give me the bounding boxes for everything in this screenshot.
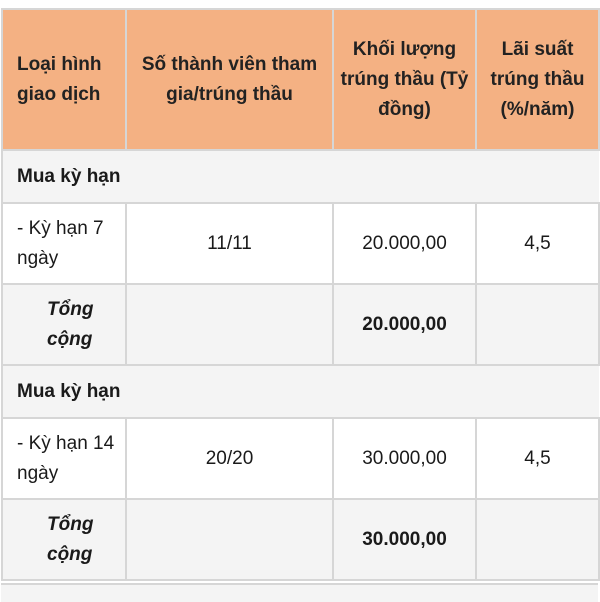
empty-cell — [126, 499, 333, 580]
total-label: Tổng cộng — [2, 284, 126, 365]
section-row — [2, 150, 599, 203]
auction-results-table — [1, 8, 600, 581]
volume-cell: 20.000,00 — [333, 203, 476, 284]
table-row — [2, 203, 599, 284]
term-label: - Kỳ hạn 7 ngày — [2, 203, 126, 284]
rate-cell: 4,5 — [476, 203, 599, 284]
header-rate: Lãi suất trúng thầu (%/năm) — [476, 9, 599, 150]
rate-cell: 4,5 — [476, 418, 599, 499]
total-row — [2, 284, 599, 365]
empty-cell — [126, 284, 333, 365]
total-volume-cell: 30.000,00 — [333, 499, 476, 580]
table-row — [2, 418, 599, 499]
empty-cell — [476, 499, 599, 580]
section-row — [2, 365, 599, 418]
total-row — [2, 499, 599, 580]
header-volume: Khối lượng trúng thầu (Tỷ đồng) — [333, 9, 476, 150]
term-label: - Kỳ hạn 14 ngày — [2, 418, 126, 499]
header-row — [2, 9, 599, 150]
volume-cell: 30.000,00 — [333, 418, 476, 499]
next-row-partial — [1, 583, 598, 602]
members-cell: 11/11 — [126, 203, 333, 284]
total-volume-cell: 20.000,00 — [333, 284, 476, 365]
members-cell: 20/20 — [126, 418, 333, 499]
header-transaction-type: Loại hình giao dịch — [2, 9, 126, 150]
section-title: Mua kỳ hạn — [2, 365, 599, 418]
section-title: Mua kỳ hạn — [2, 150, 599, 203]
header-members: Số thành viên tham gia/trúng thầu — [126, 9, 333, 150]
empty-cell — [476, 284, 599, 365]
total-label: Tổng cộng — [2, 499, 126, 580]
